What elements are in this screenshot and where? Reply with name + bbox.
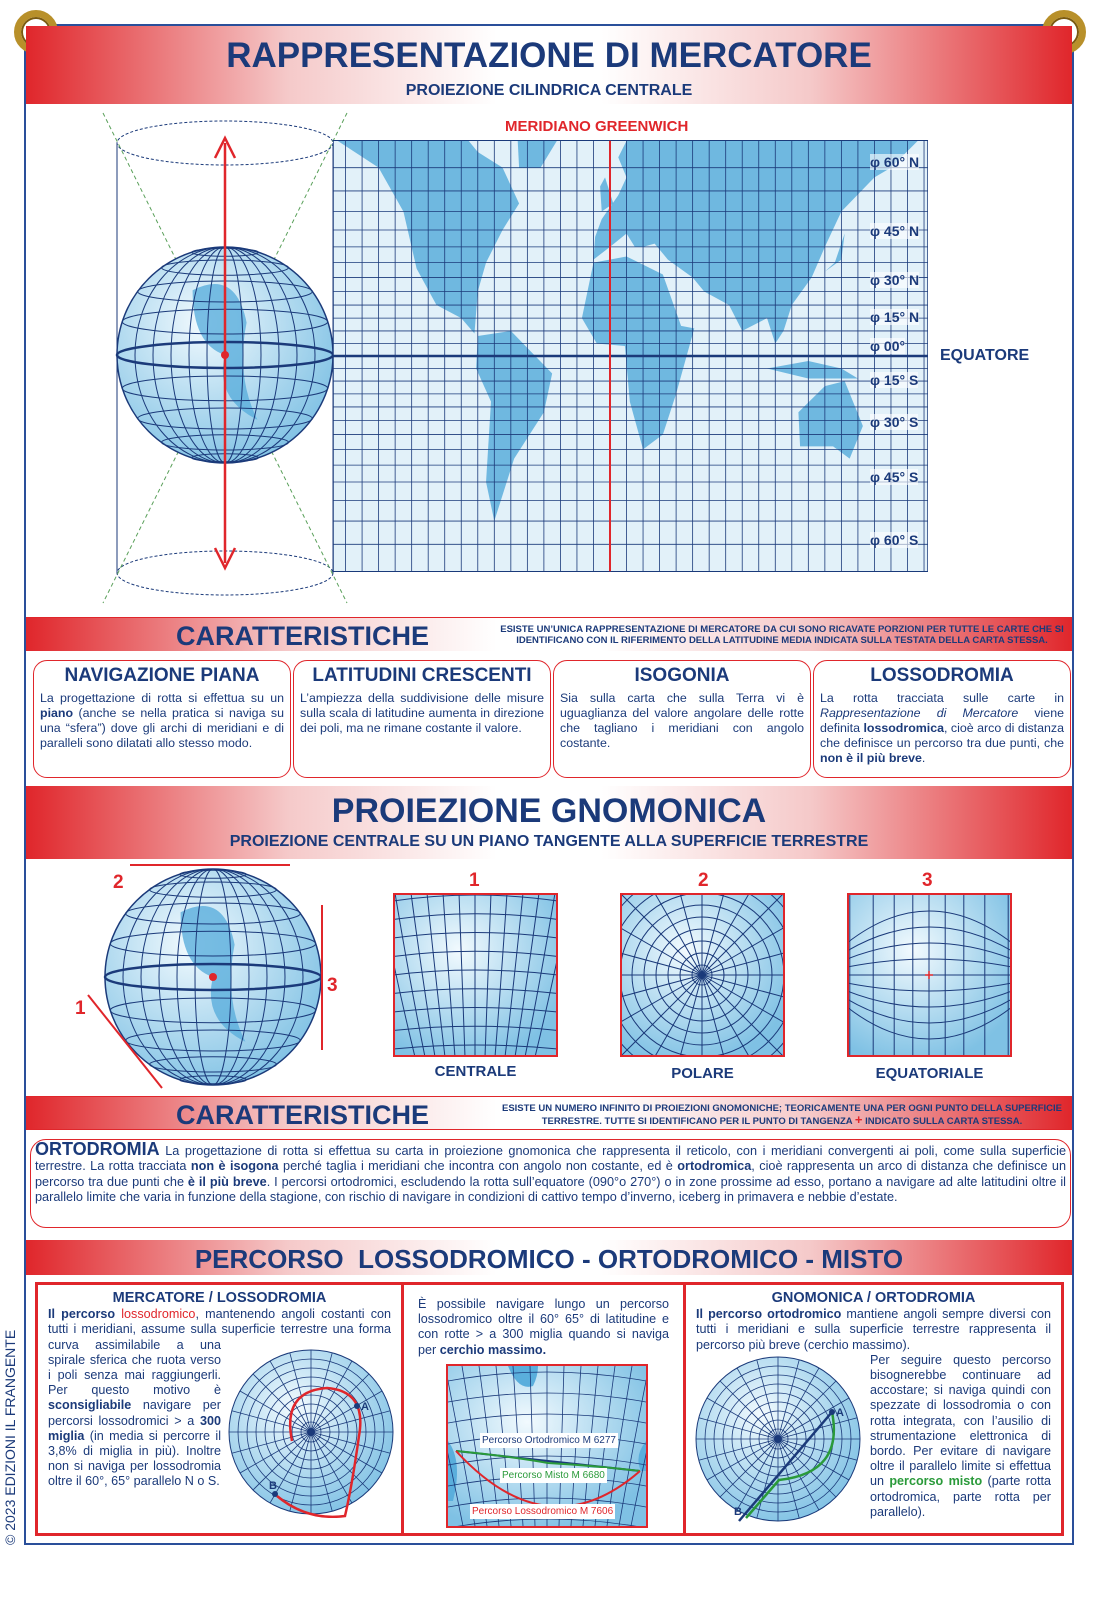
plane-number: 2: [113, 872, 124, 893]
point-a: [829, 1409, 835, 1415]
gnomonic-polar-grid: [620, 893, 785, 1057]
panel-text: È possibile navigare lungo un percorso lossodromico oltre il 60° 65° di latitudine e con rotte > a 300 miglia quando si naviga per cerchio massimo.: [418, 1297, 669, 1357]
panel-label: EQUATORIALE: [875, 1065, 984, 1082]
pole-point: [307, 1428, 315, 1436]
copyright: © 2023 EDIZIONI IL FRANGENTE: [2, 1329, 18, 1545]
pole-point: [774, 1435, 782, 1443]
latitude-label: φ 60° N: [870, 154, 920, 170]
point-a-label: A: [361, 1400, 369, 1413]
panel-gnomonica-ortodromia: [683, 1282, 1064, 1536]
point-b-label: B: [269, 1479, 277, 1492]
panel-text: Il percorso ortodromico mantiene angoli sempre diversi con tutti i meridiani e sulla superficie terrestre rappresenta il percorso più breve (cerchio massimo).: [696, 1307, 1051, 1352]
box-text: Sia sulla carta che sulla Terra vi è uguaglianza del valore angolare delle rotte che tagliano i meridiani con angolo costante.: [560, 691, 804, 750]
latitude-label: φ 45° S: [870, 469, 919, 485]
panel-title: GNOMONICA / ORTODROMIA: [771, 1290, 976, 1306]
panel-title: MERCATORE / LOSSODROMIA: [112, 1290, 327, 1306]
latitude-label: φ 30° S: [870, 414, 919, 430]
feature-box-navigazione-piana: [33, 660, 291, 778]
feature-box-lossodromia: [813, 660, 1071, 778]
routes-chart: [446, 1364, 648, 1528]
panel-text: Per seguire questo percorso bisognerebbe continuare ad accostare; si naviga quindi con spezzate di lossodromia o con rotta integrata, con l’ausilio di strumentazione elettronica di bordo. Per evitare di navigare oltre il parallelo limite si effettua un percorso misto (parte rotta ortodromica, parte rotta per parallelo).: [870, 1352, 1051, 1519]
panel-text: Il percorso lossodromico, mantenendo angoli costanti con tutti i meridiani, assume sulla superficie terrestre una A B forma curva assimilabile a una spirale sferica che ruota verso i poli senza mai raggiungerli. Per questo motivo è sconsigliabile navigare per percorsi lossodromici > a 300 miglia (in media si percorre il 3,8% di miglia in più). Inoltre non si naviga per lossodromia oltre il 60°, 65° parallelo N o S.: [48, 1307, 391, 1489]
panel-number: 1: [469, 870, 480, 891]
center-point: [209, 973, 217, 981]
feature-box-latitudini-crescenti: [293, 660, 551, 778]
latitude-label: φ 30° N: [870, 272, 920, 288]
section-heading: CARATTERISTICHE: [176, 1100, 429, 1130]
greenwich-meridian-label: MERIDIANO GREENWICH: [505, 118, 689, 135]
page-subtitle: PROIEZIONE CILINDRICA CENTRALE: [405, 82, 693, 99]
tangent-planes-globe: [80, 860, 350, 1095]
caratteristiche-band: [26, 617, 1072, 651]
box-text: La progettazione di rotta si effettua su un piano (anche se nella pratica si naviga su una “sfera”) dove gli archi di meridiani e di paralleli sono dilatati allo stesso modo.: [40, 691, 284, 750]
polar-chart-loxodrome: [227, 1346, 395, 1518]
box-title: LATITUDINI CRESCENTI: [312, 665, 532, 686]
box-title: NAVIGAZIONE PIANA: [64, 665, 260, 686]
point-a-label: A: [836, 1406, 844, 1419]
panel-label: POLARE: [671, 1065, 734, 1082]
box-title: ISOGONIA: [634, 665, 730, 686]
panel-number: 2: [698, 870, 709, 891]
box-text: L’ampiezza della suddivisione delle misure sulla scala di latitudine aumenta in direzione dei poli, ma ne rimane costante il valore.: [300, 691, 544, 735]
polar-chart-orthodrome: [694, 1353, 862, 1525]
ortodromia-text: ORTODROMIA La progettazione di rotta si effettua su carta in proiezione gnomonica che rappresenta il reticolo, con i meridiani convergenti ai poli, come sulla superficie terrestre. La rotta tracciata non è isogona perché taglia i meridiani che incontra con angolo non costante, ed è ortodromica, cioè rappresenta un arco di distanza che definisce un percorso tra due punti che è il più breve. I percorsi ortodromici, escludendo la rotta sull’equatore (090°o 270°) o in zone prossime ad esso, portano a navigare ad alte latitudini oltre il parallelo limite che varia in funzione della stagione, con rischio di navigare in condizioni di cattivo tempo d’inverno, iceberg in primavera e nebbie d’estate.: [35, 1139, 1067, 1204]
point-b-label: B: [734, 1505, 742, 1518]
tangent-point-plus-icon: +: [854, 1112, 863, 1127]
center-point: [221, 351, 229, 359]
latitude-label: φ 15° N: [870, 309, 920, 325]
header-band: [26, 26, 1072, 104]
gnomonic-central-grid: [393, 893, 558, 1057]
latitude-label: φ 60° S: [870, 532, 919, 548]
panel-label: CENTRALE: [434, 1063, 517, 1080]
section-note: ESISTE UN NUMERO INFINITO DI PROIEZIONI GNOMONICHE; TEORICAMENTE UNA PER OGNI PUNTO DELLA SUPERFICIE TERRESTRE. TUTTE SI IDENTIFICANO PER IL PUNTO DI TANGENZA + INDICATO SULLA CARTA STESSA.: [501, 1103, 1062, 1127]
plane-number: 3: [327, 975, 338, 996]
route-label-misto: Percorso Misto M 6680: [500, 1468, 607, 1483]
mercator-world-map: [333, 140, 928, 572]
latitude-label: φ 45° N: [870, 223, 920, 239]
equator-label: EQUATORE: [940, 347, 1030, 364]
panel-mercator-lossodromia: [35, 1282, 404, 1536]
panel-routes-comparison: [401, 1282, 686, 1536]
section-heading: CARATTERISTICHE: [176, 621, 429, 651]
ortodromia-box: [30, 1139, 1071, 1228]
panel-number: 3: [922, 870, 933, 891]
latitude-label: φ 15° S: [870, 372, 919, 388]
cylinder-globe-diagram: [95, 108, 355, 608]
feature-box-isogonia: [553, 660, 811, 778]
gnomonica-band: [26, 786, 1072, 859]
point-a: [354, 1403, 360, 1409]
section-title: PROIEZIONE GNOMONICA: [331, 792, 767, 830]
section-subtitle: PROIEZIONE CENTRALE SU UN PIANO TANGENTE ALLA SUPERFICIE TERRESTRE: [229, 833, 869, 850]
page-title: RAPPRESENTAZIONE DI MERCATORE: [226, 36, 872, 75]
plane-number: 1: [75, 998, 86, 1019]
route-label-ortodromico: Percorso Ortodromico M 6277: [480, 1433, 618, 1448]
caratteristiche-band: [26, 1096, 1072, 1130]
box-title: LOSSODROMIA: [870, 665, 1014, 686]
section-title: PERCORSO LOSSODROMICO - ORTODROMICO - MISTO: [194, 1244, 904, 1274]
box-text: La rotta tracciata sulle carte in Rappresentazione di Mercatore viene definita lossodromica, cioè arco di distanza che definisce un percorso tra due punti, che non è il più breve.: [820, 691, 1064, 765]
route-label-lossodromico: Percorso Lossodromico M 7606: [470, 1504, 615, 1519]
gnomonic-equatorial-grid: [847, 893, 1012, 1057]
latitude-label: φ 00°: [870, 338, 906, 354]
percorso-band: [26, 1240, 1072, 1275]
section-note: ESISTE UN’UNICA RAPPRESENTAZIONE DI MERCATORE DA CUI SONO RICAVATE PORZIONI PER TUTTE LE CARTE CHE SI IDENTIFICANO CON IL RIFERIMENTO DELLA LATITUDINE MEDIA INDICATA SULLA TESTATA DELLA CARTA STESSA.: [500, 624, 1064, 646]
